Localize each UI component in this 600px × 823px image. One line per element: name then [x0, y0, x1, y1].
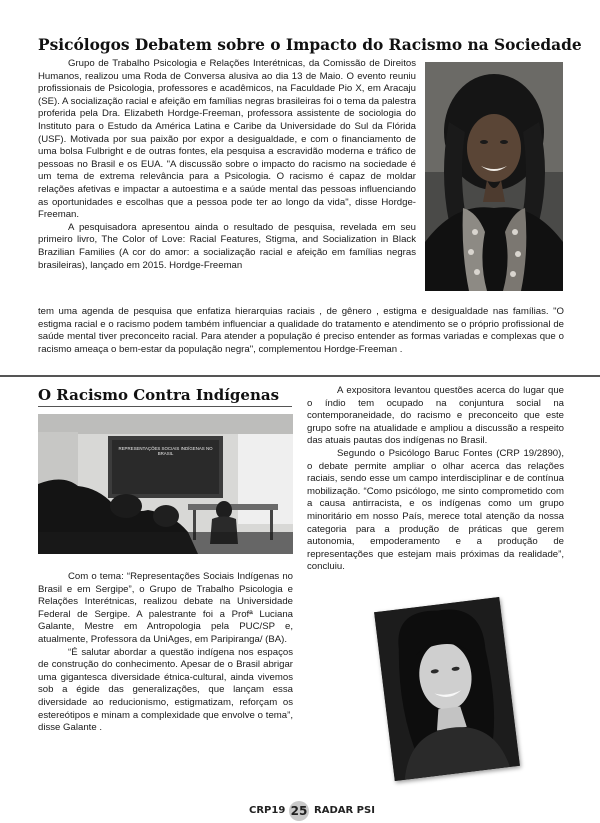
speaker-portrait-photo — [425, 62, 563, 291]
article-paragraph: Grupo de Trabalho Psicologia e Relações Interétnicas, da Comissão de Direitos Humanos, realizou uma Roda de Conversa alusiva ao dia 13 de Maio. O evento reuniu profissionais de Psicologia, professores e acadêmicos, na Faculdade Pio X, em Aracaju (SE). A socialização racial e afeição em famílias negras brasileiras foi o tema da palestra proferida pela Dra. Elizabeth Hordge-Freeman, professora assistente de sociologia do Instituto para o Estudo da América Latina e Caribe da Universidade do Sul da Flórida (USF). Motivada por sua paixão por expor a desigualdade, e com o financiamento de uma bolsa Fulbright e de outras fontes, ela pesquisa a escravidão moderna e tráfico de pessoas no Brasil e os EUA. "A discussão sobre o impacto do racismo na sociedade é um tema de extrema relevância para a Psicologia. O racismo é capaz de moldar relações afetivas e impactar a autoestima e a saúde mental das pessoas influenciando as oportunidades e escolhas que a pessoa pode ter ao longo da vida", disse Hordge-Freeman. — [38, 58, 416, 221]
section-divider — [0, 375, 600, 377]
article-title: Psicólogos Debatem sobre o Impacto do Racismo na Sociedade — [38, 36, 582, 54]
article-paragraph: “É salutar abordar a questão indígena nos espaços de construção do conhecimento. Apesar de o Brasil abrigar uma gigantesca diversidade étnica-cultural, ainda vivemos sob a égide das generalizações, que lançam essa diversidade ao reducionismo, estigmatizam, reforçam os estereótipos e minam a complexidade que envolve o tema”, disse Galante . — [38, 646, 293, 734]
right-column-text — [307, 385, 564, 574]
footer-publisher: CRP19 — [249, 805, 286, 816]
article-body — [38, 58, 416, 272]
left-column-text — [38, 571, 293, 735]
article-paragraph: Segundo o Psicólogo Baruc Fontes (CRP 19/2890), o debate permite ampliar o olhar acerca das relações raciais, sendo esse um campo interdisciplinar e de contínua mobilização. “Como psicólogo, me sinto comprometido com a causa antirracista, e os indígenas como um grupo minoritário em nosso País, merece total atenção da nossa categoria para a produção de práticas que gerem autonomia, empoderamento e a produção de representações que estejam mais próximas da realidade”, concluiu. — [307, 447, 564, 573]
article-paragraph: Com o tema: “Representações Sociais Indígenas no Brasil e em Sergipe”, o Grupo de Trabalho Psicologia e Relações Interétnicas, realizou debate na Universidade Federal de Sergipe. A palestrante foi a Profª Luciana Galante, Mestre em Antropologia pela PUC/SP e, atualmente, Professora da UniAges, em Paripiranga/ (BA). — [38, 571, 293, 645]
article-paragraph: tem uma agenda de pesquisa que enfatiza hierarquias raciais , de gênero , estigma e desigualdade nas famílias. "O estigma racial e o racismo podem também influenciar a qualidade do tratamento e atendimento se o próprio profissional de saúde mental tiver preconceito racial. Para atender a população é preciso entender as formas variadas e complexas que o racismo ameaça o bem-estar da população negra", complementou Hordge-Freeman . — [38, 306, 564, 355]
section-title-underline — [38, 406, 292, 407]
footer-magazine-name: RADAR PSI — [314, 805, 375, 816]
speaker-image — [374, 597, 520, 781]
article-paragraph: A pesquisadora apresentou ainda o resultado de pesquisa, revelada em seu primeiro livro, The Color of Love: Racial Features, Stigma, and Socialization in Black Brazilian Families (A cor do amor: a socialização racial e afeição em famílias negras brasileiras), lançado em 2015. Hordge-Freeman — [38, 221, 416, 271]
speaker-photo-tilted — [374, 597, 520, 781]
article-body-continued — [38, 306, 564, 356]
event-photo — [38, 414, 293, 554]
event-image — [38, 414, 293, 554]
section-title: O Racismo Contra Indígenas — [38, 386, 280, 404]
page-footer — [0, 800, 600, 820]
article-paragraph: A expositora levantou questões acerca do lugar que o índio tem ocupado na conjuntura social na contemporaneidade, do racismo e preconceito que este grupo sofre na atualidade e ampliou a discussão a respeito das atuais pautas dos indígenas no Brasil. — [307, 385, 564, 447]
page-number: 25 — [289, 801, 309, 821]
slide-text: REPRESENTAÇÕES SOCIAIS INDÍGENAS NO BRASIL — [118, 446, 213, 457]
portrait-image — [425, 62, 563, 291]
